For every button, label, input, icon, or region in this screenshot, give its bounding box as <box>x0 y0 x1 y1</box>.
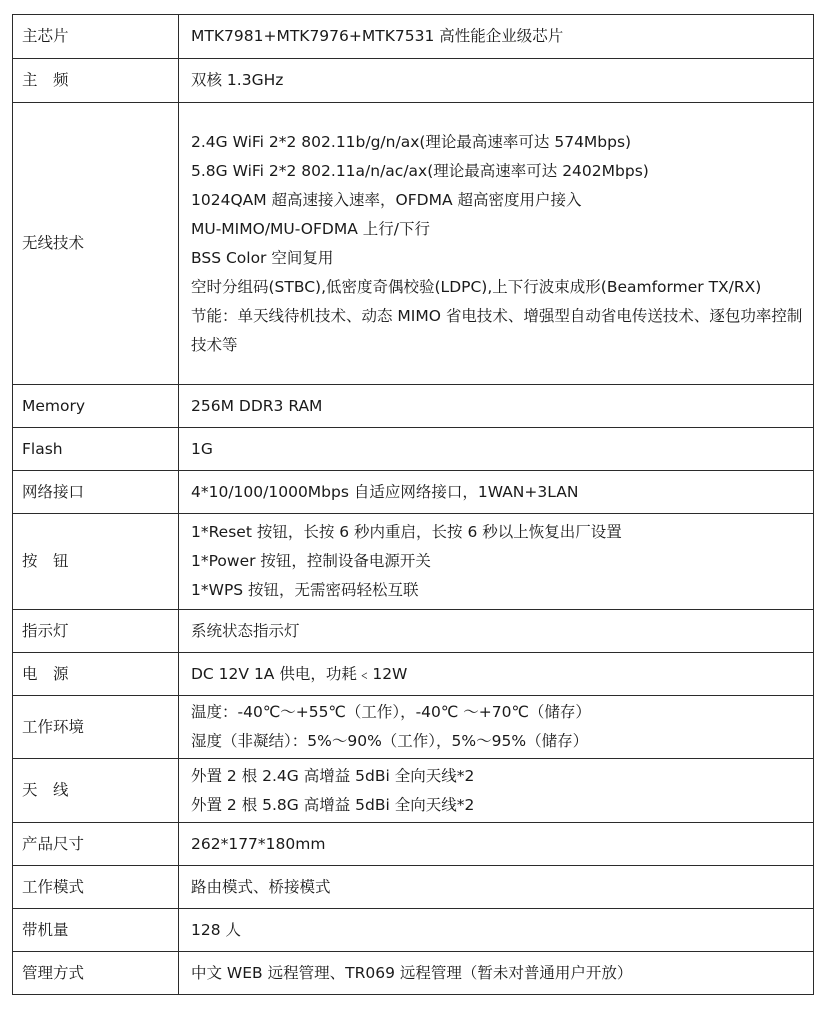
row-label: 网络接口 <box>13 471 179 514</box>
value-line: MTK7981+MTK7976+MTK7531 高性能企业级芯片 <box>191 27 564 45</box>
table-row <box>13 428 814 471</box>
value-line: 双核 1.3GHz <box>191 71 284 89</box>
table-row <box>13 909 814 952</box>
spec-table <box>12 14 814 995</box>
table-row <box>13 15 814 59</box>
value-line: 1024QAM 超高速接入速率，OFDMA 超高密度用户接入 <box>191 190 582 209</box>
value-line: 中文 WEB 远程管理、TR069 远程管理（暂未对普通用户开放） <box>191 963 633 982</box>
row-value <box>179 59 814 103</box>
value-line: 2.4G WiFi 2*2 802.11b/g/n/ax(理论最高速率可达 574Mbps) <box>191 132 632 151</box>
value-line: 1*Reset 按钮，长按 6 秒内重启，长按 6 秒以上恢复出厂设置 <box>191 523 622 541</box>
row-value <box>179 471 814 514</box>
row-label: 无线技术 <box>13 103 179 385</box>
row-value <box>179 696 814 759</box>
table-row <box>13 653 814 696</box>
row-label: 产品尺寸 <box>13 823 179 866</box>
table-row <box>13 759 814 823</box>
value-line: 256M DDR3 RAM <box>191 396 323 415</box>
row-label: 按 钮 <box>13 514 179 610</box>
row-label: 电 源 <box>13 653 179 696</box>
row-label: 管理方式 <box>13 952 179 995</box>
row-value <box>179 909 814 952</box>
value-line: 4*10/100/1000Mbps 自适应网络接口，1WAN+3LAN <box>191 482 579 501</box>
value-line: BSS Color 空间复用 <box>191 248 334 267</box>
row-label: 指示灯 <box>13 610 179 653</box>
value-line: DC 12V 1A 供电，功耗﹤12W <box>191 664 408 683</box>
value-line: MU-MIMO/MU-OFDMA 上行/下行 <box>191 219 430 238</box>
table-row <box>13 59 814 103</box>
value-line: 系统状态指示灯 <box>191 621 300 640</box>
row-value <box>179 15 814 59</box>
row-label: Memory <box>13 385 179 428</box>
table-row <box>13 103 814 385</box>
row-label: 工作环境 <box>13 696 179 759</box>
table-row <box>13 866 814 909</box>
value-line: 5.8G WiFi 2*2 802.11a/n/ac/ax(理论最高速率可达 2402Mbps) <box>191 161 649 180</box>
table-row <box>13 514 814 610</box>
row-value <box>179 952 814 995</box>
table-row <box>13 610 814 653</box>
value-line: 节能：单天线待机技术、动态 MIMO 省电技术、增强型自动省电传送技术、逐包功率控制技术等 <box>191 306 803 354</box>
row-label: 主 频 <box>13 59 179 103</box>
value-line: 1*WPS 按钮，无需密码轻松互联 <box>191 581 419 599</box>
row-value <box>179 103 814 385</box>
value-line: 温度：-40℃～+55℃（工作），-40℃ ～+70℃（储存） <box>191 703 591 721</box>
row-value <box>179 385 814 428</box>
value-line: 空时分组码(STBC),低密度奇偶校验(LDPC),上下行波束成形(Beamformer TX/RX) <box>191 277 762 296</box>
table-row <box>13 952 814 995</box>
row-label: 工作模式 <box>13 866 179 909</box>
row-label: 天 线 <box>13 759 179 823</box>
value-line: 128 人 <box>191 920 242 939</box>
table-row <box>13 385 814 428</box>
value-line: 路由模式、桥接模式 <box>191 877 331 896</box>
row-value <box>179 823 814 866</box>
value-line: 外置 2 根 5.8G 高增益 5dBi 全向天线*2 <box>191 795 475 814</box>
table-row <box>13 823 814 866</box>
value-line: 外置 2 根 2.4G 高增益 5dBi 全向天线*2 <box>191 766 475 785</box>
row-value <box>179 866 814 909</box>
row-label: 带机量 <box>13 909 179 952</box>
table-row <box>13 696 814 759</box>
row-value <box>179 610 814 653</box>
row-value <box>179 653 814 696</box>
value-line: 262*177*180mm <box>191 834 326 853</box>
value-line: 1G <box>191 439 213 458</box>
value-line: 湿度（非凝结）：5%～90%（工作），5%～95%（储存） <box>191 732 589 750</box>
row-label: Flash <box>13 428 179 471</box>
row-label: 主芯片 <box>13 15 179 59</box>
table-row <box>13 471 814 514</box>
row-value <box>179 428 814 471</box>
value-line: 1*Power 按钮，控制设备电源开关 <box>191 552 431 570</box>
row-value <box>179 514 814 610</box>
row-value <box>179 759 814 823</box>
